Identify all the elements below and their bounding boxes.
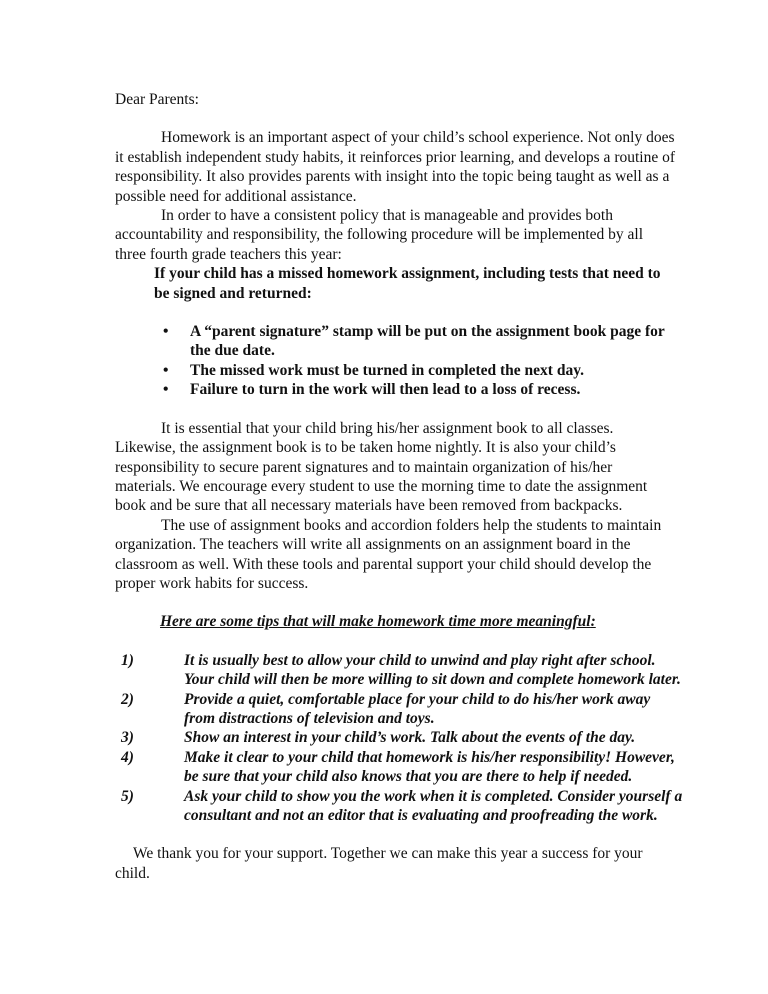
paragraph-consistent-policy: In order to have a consistent policy that is manageable and provides both accountability and responsibility, the following procedure will be implemented by all three fourth grade teachers this year: xyxy=(115,207,644,263)
tip-item xyxy=(115,787,684,826)
policy-bullet-text: A “parent signature” stamp will be put on the assignment book page for the due date. xyxy=(190,323,665,360)
bullet-icon: • xyxy=(163,323,169,341)
tip-item xyxy=(115,690,684,729)
tip-item xyxy=(115,728,684,747)
tip-text: Make it clear to your child that homework is his/her responsibility! However, be sure that your child also knows that you are there to help if needed. xyxy=(184,748,675,786)
tip-number: 5) xyxy=(121,787,134,805)
tip-item xyxy=(115,748,684,787)
tip-text: Ask your child to show you the work when it is completed. Consider yourself a consultant and not an editor that is evaluating and proofreading the work. xyxy=(184,787,683,824)
policy-bullet-text: Failure to turn in the work will then lead to a loss of recess. xyxy=(190,381,581,399)
bullet-icon: • xyxy=(163,381,169,399)
closing-paragraph: We thank you for your support. Together we can make this year a success for your child. xyxy=(115,845,643,882)
policy-bullet xyxy=(115,361,670,380)
tip-text: Provide a quiet, comfortable place for your child to do his/her work away from distractions of television and toys. xyxy=(184,690,651,727)
tip-text: It is usually best to allow your child to unwind and play right after school. Your child will then be more willing to sit down and complete homework later. xyxy=(184,651,681,689)
tip-number: 4) xyxy=(121,748,134,766)
tip-number: 1) xyxy=(121,651,134,669)
policy-bullet xyxy=(115,380,670,399)
policy-bullet xyxy=(115,322,670,361)
salutation: Dear Parents: xyxy=(115,91,199,108)
paragraph-assignment-book: It is essential that your child bring his/her assignment book to all classes. Likewise, the assignment book is to be taken home nightly. It is also your child’s responsibility to secure parent signatures and to maintain organization of his/her materials. We encourage every student to use the morning time to date the assignment book and be sure that all necessary materials have been removed from backpacks. xyxy=(115,419,648,515)
tips-heading xyxy=(160,612,675,631)
tip-text: Show an interest in your child’s work. Talk about the events of the day. xyxy=(184,729,636,747)
policy-bullet-text: The missed work must be turned in completed the next day. xyxy=(190,361,584,379)
tips-heading-text: Here are some tips that will make homework time more meaningful xyxy=(160,613,591,631)
policy-bullet-list xyxy=(115,322,675,400)
tips-heading-colon: : xyxy=(590,613,596,631)
policy-intro: If your child has a missed homework assignment, including tests that need to be signed and returned: xyxy=(154,265,661,302)
tip-number: 3) xyxy=(121,729,134,747)
tips-list xyxy=(115,651,683,826)
paragraph-homework-importance: Homework is an important aspect of your child’s school experience. Not only does it establish independent study habits, it reinforces prior learning, and develops a routine of responsibility. It also provides parents with insight into the topic being taught as well as a possible need for additional assistance. xyxy=(115,129,676,205)
letter-page xyxy=(115,90,683,883)
paragraph-organization: The use of assignment books and accordion folders help the students to maintain organization. The teachers will write all assignments on an assignment board in the classroom as well. With these tools and parental support your child should develop the proper work habits for success. xyxy=(115,516,662,592)
tip-item xyxy=(115,651,684,690)
bullet-icon: • xyxy=(163,361,169,379)
tip-number: 2) xyxy=(121,690,134,708)
